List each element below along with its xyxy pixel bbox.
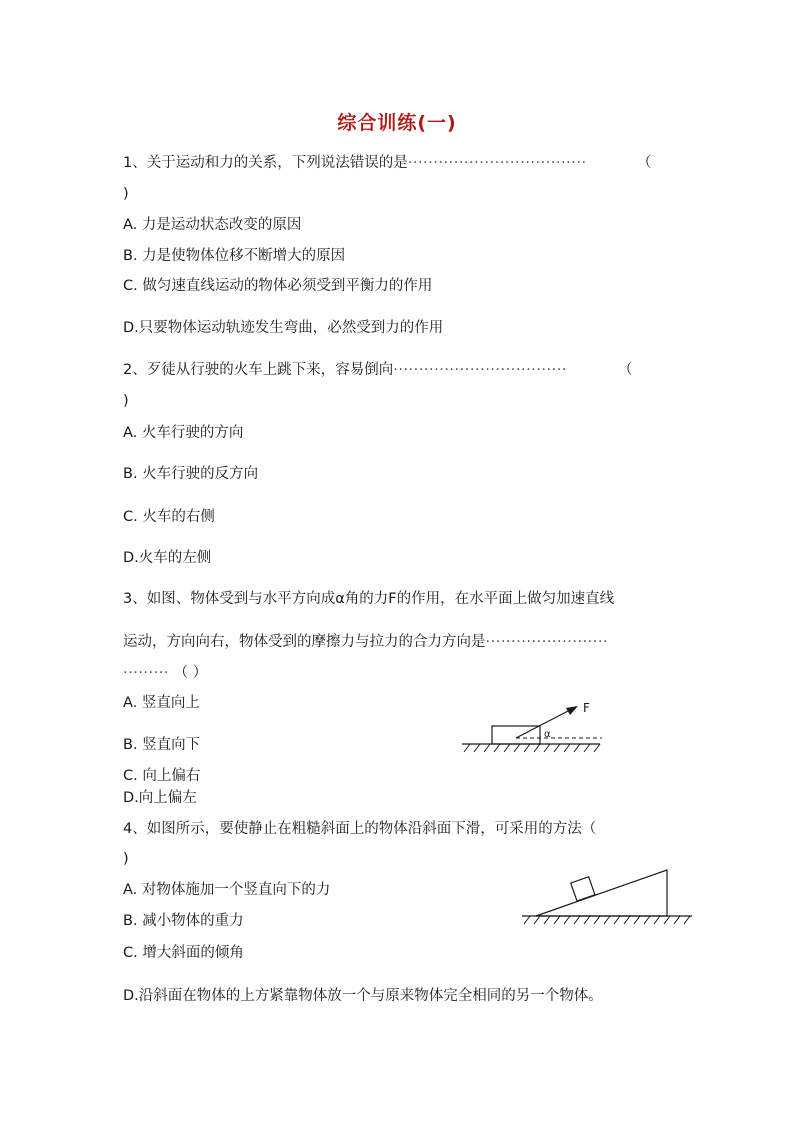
figure-block-on-incline: [520, 866, 695, 931]
question-2-option-b: B. 火车行驶的反方向: [123, 466, 259, 482]
question-1-dots: ···································: [407, 155, 587, 171]
question-2-option-a: A. 火车行驶的方向: [123, 425, 244, 441]
question-3-stem-line2: [123, 633, 608, 651]
question-1-text: 1、关于运动和力的关系，下列说法错误的是: [123, 155, 408, 171]
question-2-paren-close: ): [123, 393, 129, 409]
question-4-option-a: A. 对物体施加一个竖直向下的力: [123, 882, 331, 898]
incline: [536, 870, 667, 916]
question-4-option-c: C. 增大斜面的倾角: [123, 945, 244, 961]
question-3-paren: （ ）: [173, 665, 208, 681]
question-2-paren-open: （: [618, 362, 633, 378]
question-4-option-d: D.沿斜面在物体的上方紧靠物体放一个与原来物体完全相同的另一个物体。: [123, 988, 603, 1004]
question-3-option-a: A. 竖直向上: [123, 695, 200, 711]
question-3-stem-line1: 3、如图、物体受到与水平方向成α角的力F的作用，在水平面上做匀加速直线: [123, 591, 615, 607]
question-2-option-c: C. 火车的右侧: [123, 509, 215, 525]
question-1-option-d: D.只要物体运动轨迹发生弯曲，必然受到力的作用: [123, 320, 444, 336]
ground-hatching: [464, 744, 600, 752]
ground-hatching: [524, 916, 690, 924]
question-2-stem: [123, 361, 567, 379]
force-arrowhead-icon: [566, 706, 578, 715]
force-label: F: [583, 701, 590, 715]
question-1-stem: [123, 154, 587, 172]
question-1-option-b: B. 力是使物体位移不断增大的原因: [123, 248, 346, 264]
question-2-text: 2、歹徒从行驶的火车上跳下来，容易倒向: [123, 362, 394, 378]
question-2-option-d: D.火车的左侧: [123, 550, 212, 566]
question-2-dots: ··································: [393, 362, 567, 378]
force-arrow-line: [516, 710, 570, 738]
angle-label: α: [544, 729, 551, 740]
question-1-paren-close: ): [123, 186, 129, 202]
question-3-option-c: C. 向上偏右: [123, 768, 201, 784]
question-1-paren-open: （: [637, 155, 652, 171]
question-4-stem: 4、如图所示，要使静止在粗糙斜面上的物体沿斜面下滑，可采用的方法（: [123, 821, 597, 837]
question-3-option-d: D.向上偏左: [123, 790, 197, 806]
question-3-stem-line3: [123, 664, 207, 682]
block-on-incline: [571, 877, 595, 901]
question-3-dots-line2: ························: [485, 634, 609, 650]
question-3-dots-line3: ·········: [123, 665, 169, 681]
question-4-option-b: B. 减小物体的重力: [123, 913, 244, 929]
question-4-paren-close: ): [123, 851, 129, 867]
page-title: 综合训练(一): [337, 112, 457, 134]
question-3-option-b: B. 竖直向下: [123, 737, 201, 753]
question-1-option-c: C. 做匀速直线运动的物体必须受到平衡力的作用: [123, 278, 433, 294]
question-3-text-line2: 运动，方向向右，物体受到的摩擦力与拉力的合力方向是: [123, 634, 486, 650]
figure-force-on-block: [460, 698, 610, 758]
question-1-option-a: A. 力是运动状态改变的原因: [123, 217, 302, 233]
